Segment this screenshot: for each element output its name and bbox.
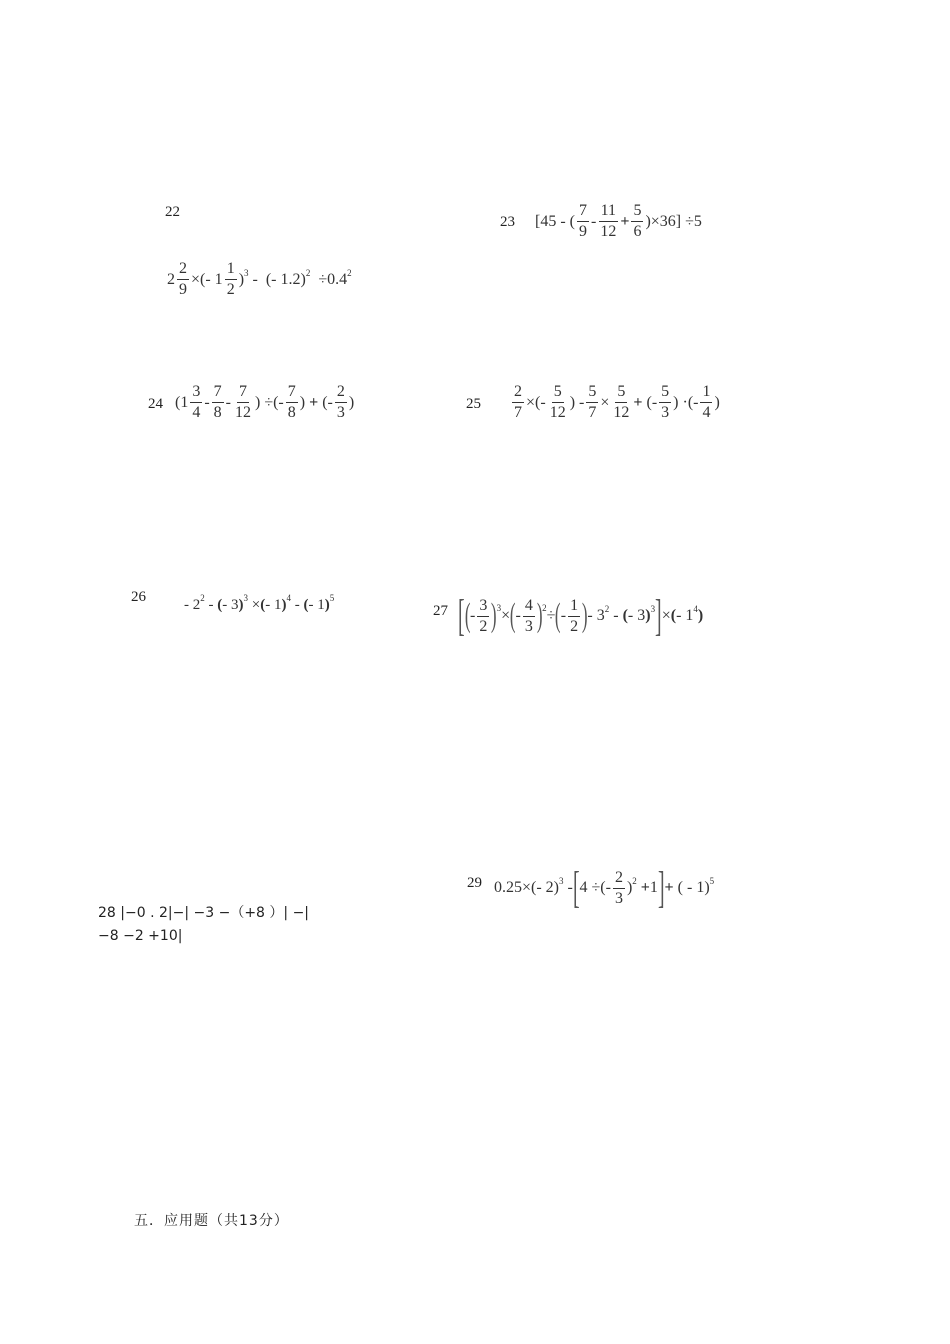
problem-28-number: 28 (98, 905, 116, 921)
problem-22-expression: 2 $\frac{2}{9}$ ×(- 1 $\frac{1}{2}$ )$^3$ - (- $1.2)^2 \div 0.4^2$ (167, 260, 352, 298)
problem-28-line-1 (98, 902, 309, 922)
problem-28-expression-line-1: |−0 . 2|−| −3 −（+8 ）| −| (120, 905, 310, 921)
problem-24-number: 24 (148, 396, 163, 412)
problem-22-number: 22 (165, 204, 180, 220)
problem-23-number: 23 (500, 214, 515, 230)
problem-29-expression: 0.25×(- 2)$^3$ - [ 4 ÷(- $\frac{2}{3}$ )$^2$ +1 ] + ( - 1)$^5$ (494, 863, 715, 912)
problem-27-expression: [ ( - $\frac{3}{2}$ ) $^3$ × ( - $\frac{4}{3}$ ) $^2$ ÷ ( - $\frac{1}{2}$ ) - $3^2$ - (- 3)$^3$ ] ×(- $1^4$) (458, 591, 704, 640)
problem-24-expression: (1 $\frac{3}{4}$ - $\frac{7}{8}$ - $\frac{7}{12}$ ) ÷(- $\frac{7}{8}$ ) + (- $\frac{2}{3}$ ) (175, 383, 355, 421)
problem-28-expression-line-2: −8 −2 +10| (98, 928, 183, 944)
problem-26-number: 26 (131, 589, 146, 605)
problem-26-expression: - $2^2$ - (- 3)$^3$ ×(- 1)$^4$ - (- 1)$^5$ (184, 593, 335, 613)
problem-25-expression: $\frac{2}{7}$ ×(- $\frac{5}{12}$ ) - $\frac{5}{7}$ × $\frac{5}{12}$ + (- $\frac{5}{3}$ ) ·(- $\frac{1}{4}$ ) (514, 383, 720, 421)
problem-25-number: 25 (466, 396, 481, 412)
problem-27-number: 27 (433, 603, 448, 619)
problem-29-number: 29 (467, 875, 482, 891)
section-heading: 五．应用题（共13分） (134, 1213, 289, 1229)
problem-23-expression: [45 - ( $\frac{7}{9}$ - $\frac{11}{12}$ + $\frac{5}{6}$ )×36] ÷5 (535, 202, 702, 240)
